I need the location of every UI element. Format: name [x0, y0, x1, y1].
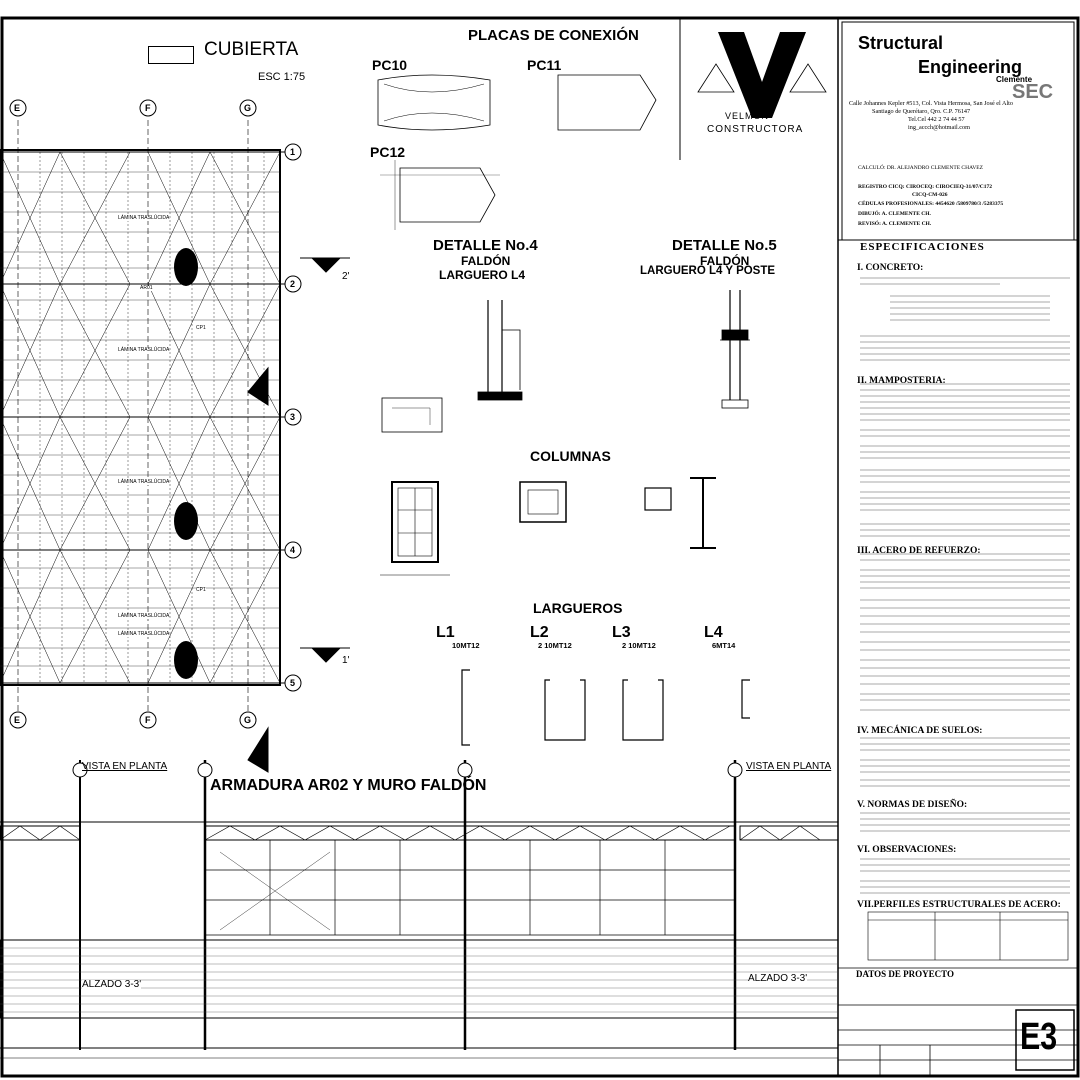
- spec-suelos: IV. MECÁNICA DE SUELOS:: [857, 726, 983, 736]
- alzado-left: ALZADO 3-3': [82, 979, 142, 990]
- lamina-label-3: LÁMINA TRASLÚCIDA: [118, 479, 170, 485]
- calc-label: CALCULÓ: DR. ALEJANDRO CLEMENTE CHAVEZ: [858, 165, 984, 171]
- detail-4: [382, 300, 522, 432]
- axis-label-4: 4: [290, 545, 296, 555]
- pc12-label: PC12: [370, 144, 406, 160]
- vista-planta-left: VISTA EN PLANTA: [82, 761, 168, 772]
- largueros-title: LARGUEROS: [533, 600, 623, 616]
- section-mark-2: 2': [342, 271, 350, 282]
- logo-sub: CONSTRUCTORA: [707, 124, 804, 135]
- velmon-logo: [698, 32, 826, 118]
- cubierta-scale: ESC 1:75: [258, 71, 306, 83]
- email: ing_accch@hotmail.com: [908, 124, 970, 131]
- detail-4-sub1: FALDÓN: [461, 254, 511, 268]
- axis-label-g-top: G: [244, 103, 252, 113]
- spec-concreto: I. CONCRETO:: [857, 263, 924, 273]
- spec-acero: III. ACERO DE REFUERZO:: [857, 546, 981, 556]
- columns-drawings: [380, 478, 716, 575]
- spec-title: ESPECIFICACIONES: [860, 241, 985, 253]
- axis-label-1: 1: [290, 147, 296, 157]
- lamina-label-1: LÁMINA TRASLÚCIDA: [118, 215, 170, 221]
- roof-plan: [0, 120, 350, 772]
- datos-proyecto-title: DATOS DE PROYECTO: [856, 969, 955, 979]
- spec-normas: V. NORMAS DE DISEÑO:: [857, 800, 968, 810]
- registro-label-2: CICQ-CM-026: [912, 192, 948, 198]
- pc10-label: PC10: [372, 57, 408, 73]
- sheet-code: E3: [1020, 1016, 1058, 1058]
- registro-label: REGISTRO CICQ: CIROCEQ: CIROCIEQ-31/07/C172: [858, 184, 992, 190]
- axis-label-e-bottom: E: [14, 715, 21, 725]
- columnas-title: COLUMNAS: [530, 448, 611, 464]
- company-sub: Clemente: [996, 75, 1033, 84]
- l2-label: L2: [530, 624, 549, 641]
- section-mark-1: 1': [342, 655, 350, 666]
- company-badge: SEC: [1012, 81, 1054, 103]
- l4-label: L4: [704, 624, 723, 641]
- l1-label: L1: [436, 624, 455, 641]
- axis-label-3: 3: [290, 412, 296, 422]
- spec-mamposteria: II. MAMPOSTERIA:: [857, 376, 946, 386]
- lamina-label-4: LÁMINA TRASLÚCIDA: [118, 613, 170, 619]
- address-line-1: Calle Johannes Kepler #513, Col. Vista Hermosa, San José el Alto: [849, 100, 1013, 107]
- reviso-label: REVISÓ: A. CLEMENTE CH.: [858, 221, 932, 227]
- detail-5-title: DETALLE No.5: [672, 237, 777, 254]
- detail-5-sub1: FALDÓN: [700, 254, 750, 268]
- purlins-drawings: [462, 670, 750, 745]
- cp-label-1: CP1: [196, 325, 206, 331]
- l2-sub: 2 10MT12: [538, 641, 572, 650]
- axis-label-f-top: F: [145, 103, 151, 113]
- ar-label-1: AR01: [140, 285, 153, 291]
- detail-5-sub2: LARGUERO L4 Y POSTE: [640, 265, 776, 277]
- detail-5: [720, 290, 750, 408]
- spec-perfiles: VII.PERFILES ESTRUCTURALES DE ACERO:: [857, 900, 1061, 910]
- detail-4-title: DETALLE No.4: [433, 237, 538, 254]
- detail-4-sub2: LARGUERO L4: [439, 268, 526, 282]
- axis-label-2: 2: [290, 279, 296, 289]
- l3-label: L3: [612, 624, 631, 641]
- placas-title: PLACAS DE CONEXIÓN: [468, 27, 639, 44]
- l3-sub: 2 10MT12: [622, 641, 656, 650]
- company-line-1: Structural: [858, 33, 944, 53]
- cedulas-label: CÉDULAS PROFESIONALES: 4454620 /5809780/3 /5283375: [858, 201, 1004, 207]
- plates-drawings: [378, 75, 656, 230]
- cp-label-2: CP1: [196, 587, 206, 593]
- l1-sub: 10MT12: [452, 641, 480, 650]
- lamina-label-2: LÁMINA TRASLÚCIDA: [118, 347, 170, 353]
- lamina-label-5: LÁMINA TRASLÚCIDA: [118, 631, 170, 637]
- truss-elevation: [0, 760, 838, 1058]
- spec-body-lines: [850, 270, 1080, 920]
- phone: Tel.Cel 442 2 74 44 57: [908, 116, 965, 123]
- alzado-right: ALZADO 3-3': [748, 973, 808, 984]
- cubierta-title-box: [148, 46, 194, 64]
- pc11-label: PC11: [527, 57, 562, 73]
- l4-sub: 6MT14: [712, 641, 736, 650]
- company-line-2: Engineering: [918, 57, 1023, 77]
- logo-name: VELMON: [725, 111, 770, 121]
- vista-planta-right: VISTA EN PLANTA: [746, 761, 832, 772]
- dibujo-label: DIBUJÓ: A. CLEMENTE CH.: [858, 211, 931, 217]
- axis-label-f-bottom: F: [145, 715, 151, 725]
- axis-label-5: 5: [290, 678, 296, 688]
- spec-observaciones: VI. OBSERVACIONES:: [857, 845, 957, 855]
- armadura-title: ARMADURA AR02 Y MURO FALDÓN: [210, 777, 487, 794]
- address-line-2: Santiago de Querétaro, Qro. C.P. 76147: [872, 108, 971, 115]
- cubierta-title: CUBIERTA: [204, 39, 299, 60]
- axis-label-e-top: E: [14, 103, 21, 113]
- axis-label-g-bottom: G: [244, 715, 252, 725]
